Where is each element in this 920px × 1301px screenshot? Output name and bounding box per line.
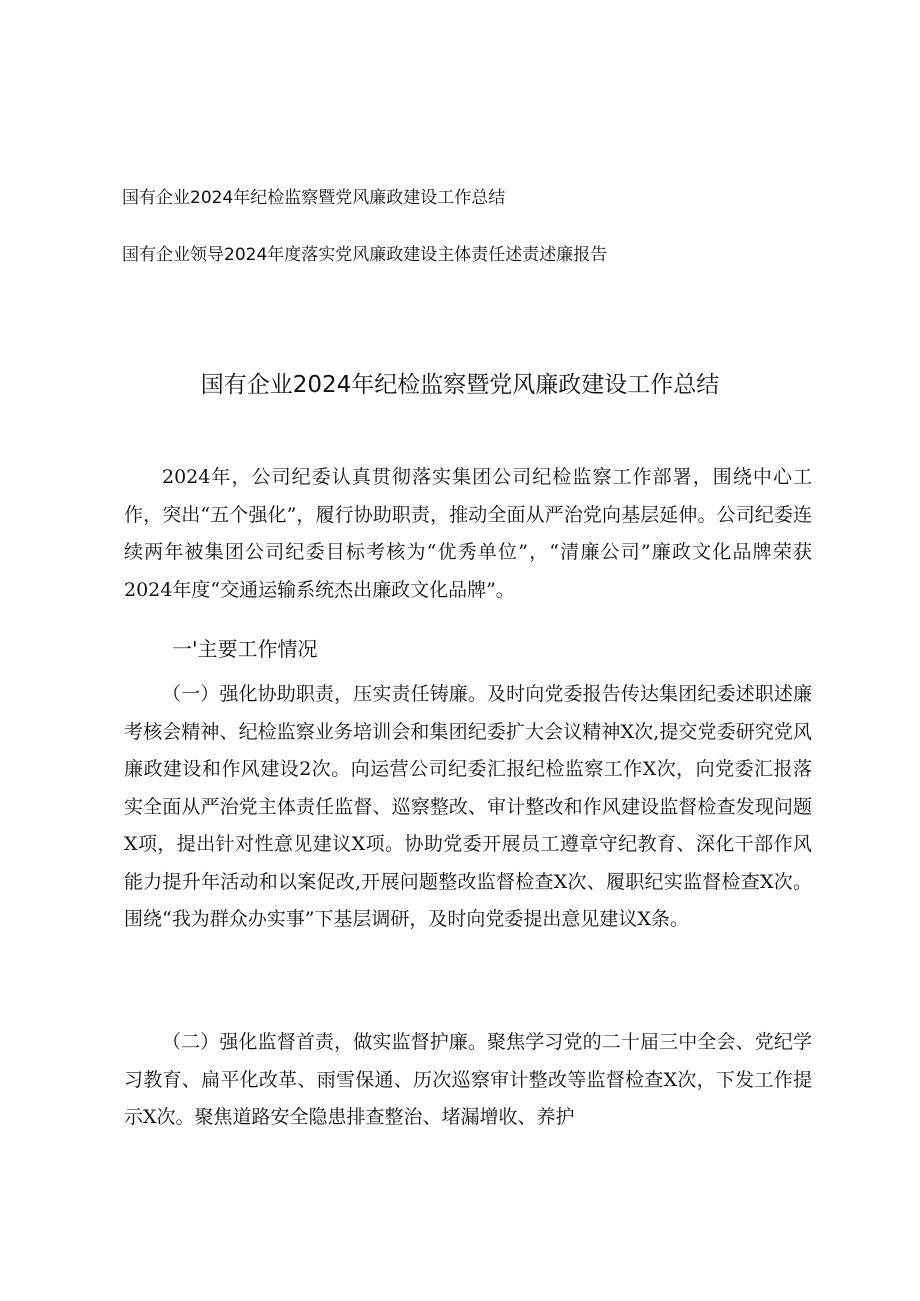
toc-line-2: 国有企业领导2024年度落实党风廉政建设主体责任述责述廉报告 — [122, 245, 608, 265]
paragraph-1: （一）强化协助职责，压实责任铸廉。及时向党委报告传达集团纪委述职述廉考核会精神、纪检监察业务培训会和集团纪委扩大会议精神X次,提交党委研究党风廉政建设和作风建设2次。向运营公司纪委汇报纪检监察工作X次，向党委汇报落实全面从严治党主体责任监督、巡察整改、审计整改和作风建设监督检查发现问题X项，提出针对性意见建议X项。协助党委开展员工遵章守纪教育、深化干部作风能力提升年活动和以案促改,开展问题整改监督检查X次、履职纪实监督检查X次。围绕“我为群众办实事”下基层调研，及时向党委提出意见建议X条。 — [124, 683, 812, 930]
section-heading: 一'主要工作情况 — [172, 637, 318, 661]
document-title: 国有企业2024年纪检监察暨党风廉政建设工作总结 — [200, 372, 720, 398]
paragraph-2: （二）强化监督首责，做实监督护廉。聚焦学习党的二十届三中全会、党纪学习教育、扁平化改革、雨雪保通、历次巡察审计整改等监督检查X次，下发工作提示X次。聚焦道路安全隐患排查整治、堵漏增收、养护 — [124, 1031, 812, 1128]
toc-line-1: 国有企业2024年纪检监察暨党风廉政建设工作总结 — [122, 188, 506, 208]
intro-paragraph: 2024年，公司纪委认真贯彻落实集团公司纪检监察工作部署，围绕中心工作，突出“五个强化”，履行协助职责，推动全面从严治党向基层延伸。公司纪委连续两年被集团公司纪委目标考核为“优秀单位”，“清廉公司”廉政文化品牌荣获2024年度“交通运输系统杰出廉政文化品牌”。 — [124, 466, 812, 601]
